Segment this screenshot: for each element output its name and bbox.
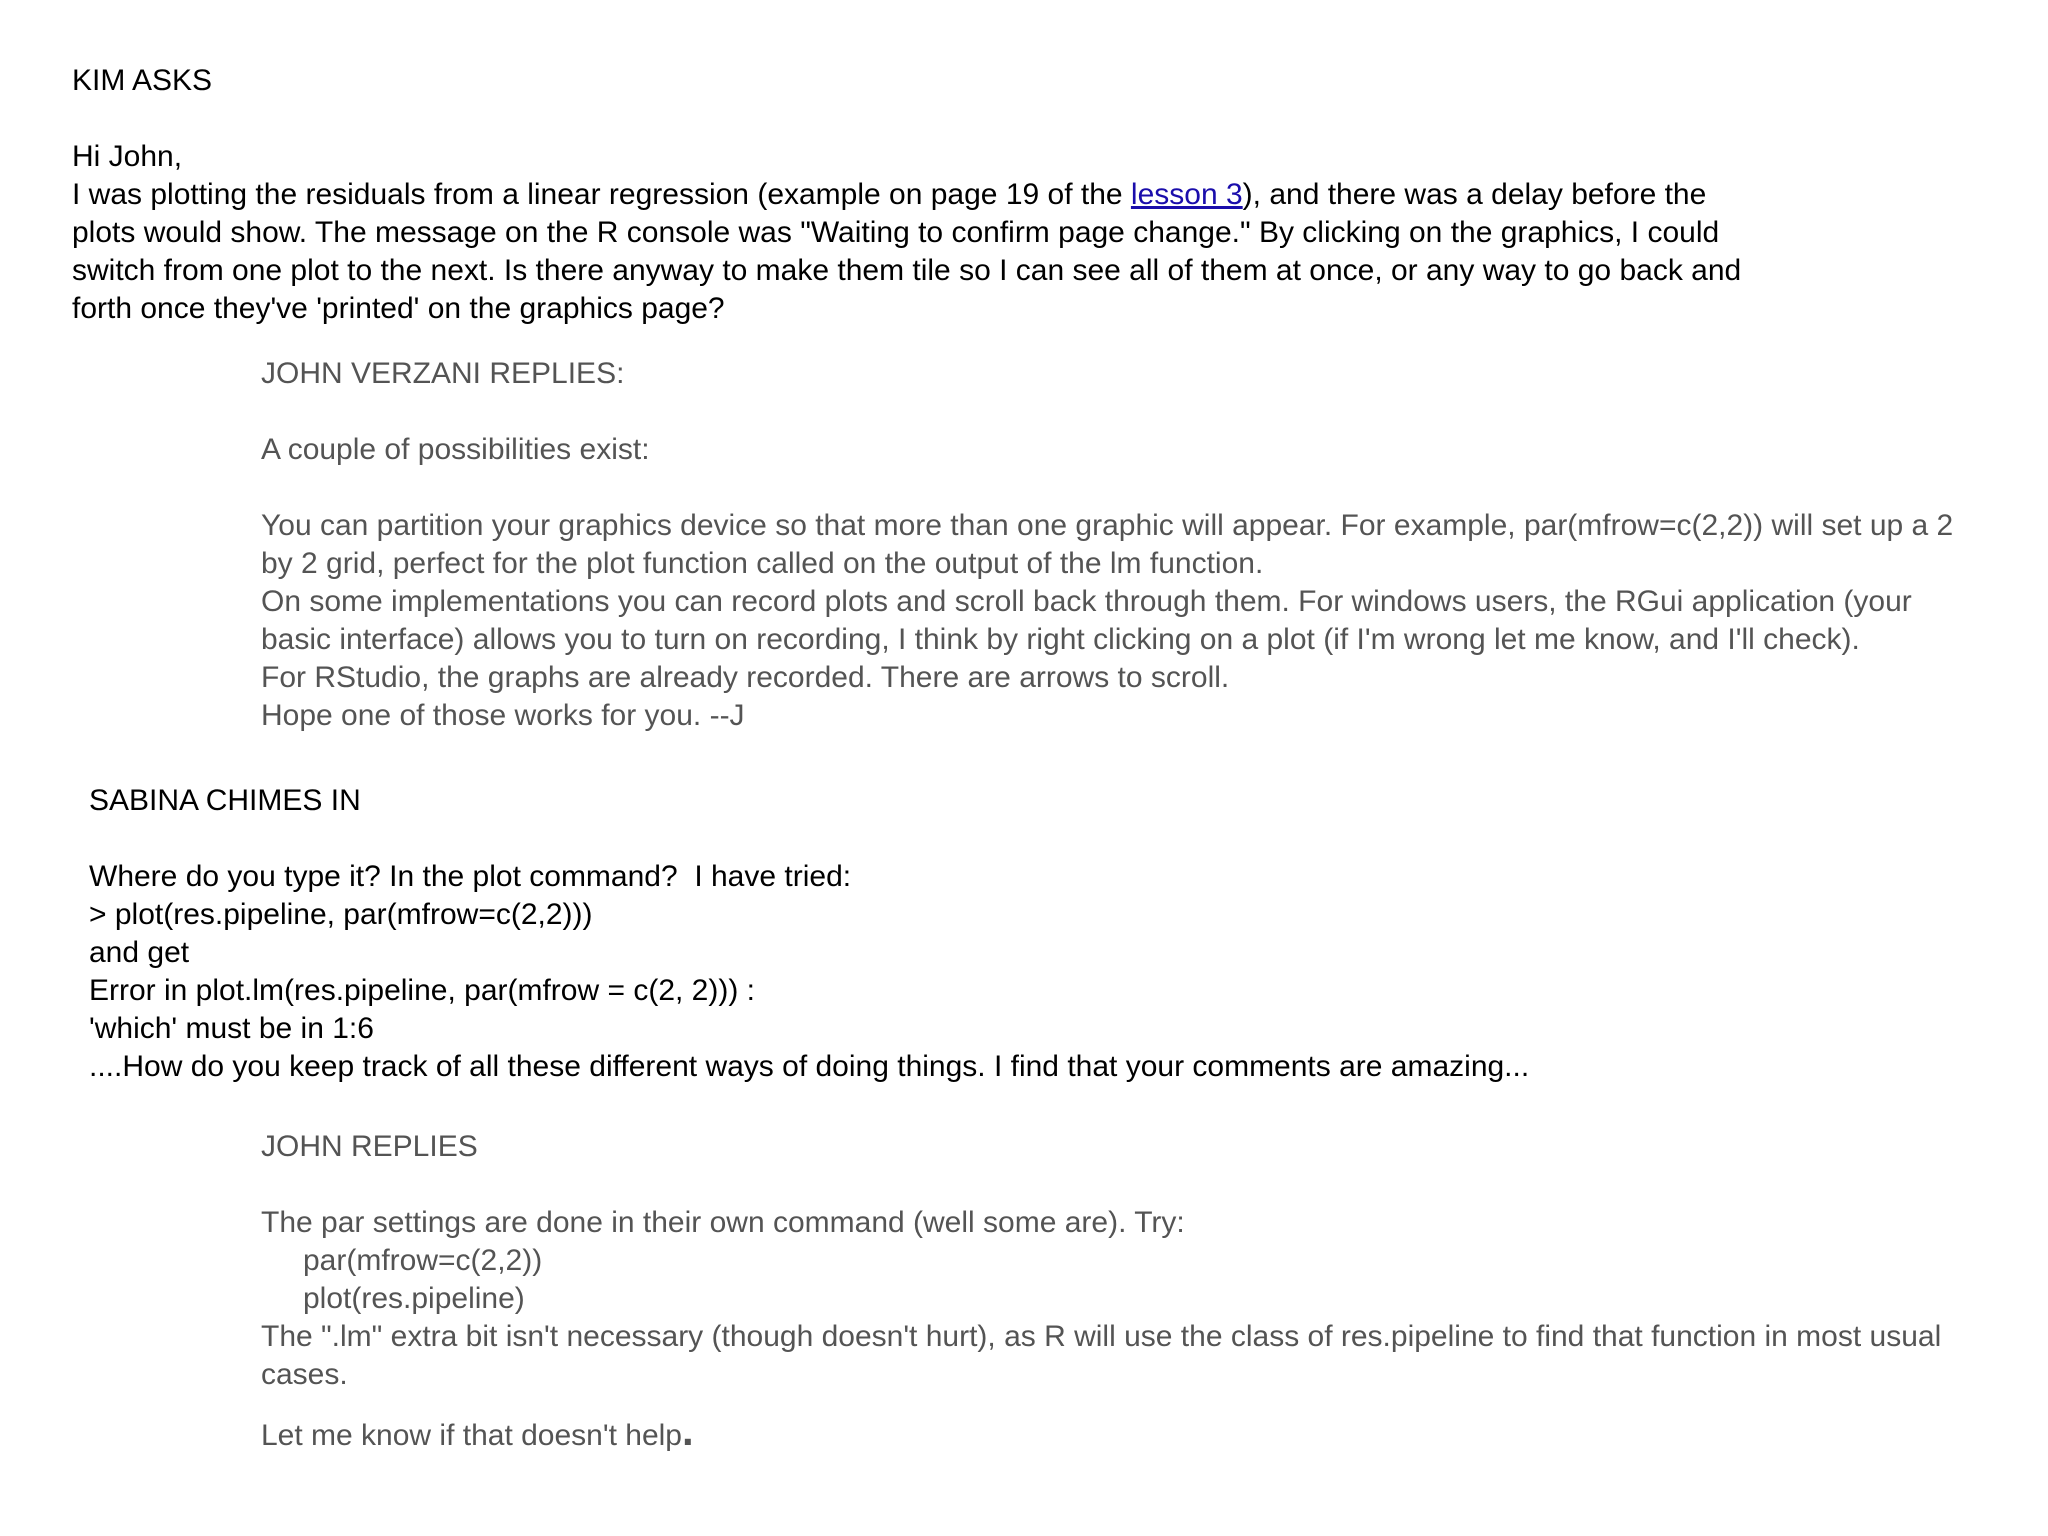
john-reply-2-line: cases. (261, 1358, 348, 1391)
spacer (261, 1166, 1941, 1204)
john-reply-1-line: For RStudio, the graphs are already recorded. There are arrows to scroll. (261, 661, 1230, 694)
john-reply-1-line: basic interface) allows you to turn on recording, I think by right clicking on a plot (if I'm wrong let me know, and I'll check). (261, 623, 1860, 656)
john-reply-1-intro: A couple of possibilities exist: (261, 433, 650, 466)
spacer (72, 100, 1741, 138)
john-reply-2-code: par(mfrow=c(2,2)) (303, 1244, 543, 1277)
kim-greeting: Hi John, (72, 140, 183, 173)
kim-heading: KIM ASKS (72, 64, 213, 97)
john-reply-1-line: On some implementations you can record plots and scroll back through them. For windows users, the RGui application (your (261, 585, 1912, 618)
john-reply-1-signoff: Hope one of those works for you. --J (261, 699, 745, 732)
sabina-code-line: > plot(res.pipeline, par(mfrow=c(2,2))) (89, 898, 593, 931)
john-reply-2-closing-period: . (681, 1407, 694, 1454)
spacer (261, 469, 1953, 507)
kim-line-1-text: I was plotting the residuals from a linear regression (example on page 19 of the (72, 178, 1131, 211)
kim-line-4: forth once they've 'printed' on the graphics page? (72, 292, 725, 325)
spacer (89, 820, 1529, 858)
sabina-error-line: Error in plot.lm(res.pipeline, par(mfrow = c(2, 2))) : (89, 974, 756, 1007)
kim-line-1-text-end: ), and there was a delay before the (1242, 178, 1707, 211)
sabina-line: Where do you type it? In the plot command? I have tried: (89, 860, 852, 893)
john-reply-1-line: by 2 grid, perfect for the plot function called on the output of the lm function. (261, 547, 1264, 580)
john-reply-2-heading: JOHN REPLIES (261, 1130, 478, 1163)
john-reply-2-line: The par settings are done in their own command (well some are). Try: (261, 1206, 1185, 1239)
sabina-line: ....How do you keep track of all these different ways of doing things. I find that your comments are amazing... (89, 1050, 1530, 1083)
john-reply-1-line: You can partition your graphics device so that more than one graphic will appear. For example, par(mfrow=c(2,2)) will set up a 2 (261, 509, 1954, 542)
john-reply-2-closing (261, 1407, 1941, 1455)
sabina-block (89, 782, 1529, 1086)
john-reply-2-line: The ".lm" extra bit isn't necessary (though doesn't hurt), as R will use the class of res.pipeline to find that function in most usual (261, 1320, 1942, 1353)
john-reply-2-code: plot(res.pipeline) (303, 1282, 525, 1315)
sabina-error-line: 'which' must be in 1:6 (89, 1012, 374, 1045)
kim-line-3: switch from one plot to the next. Is there anyway to make them tile so I can see all of them at once, or any way to go back and (72, 254, 1742, 287)
kim-line-2: plots would show. The message on the R console was "Waiting to confirm page change." By clicking on the graphics, I could (72, 216, 1720, 249)
john-reply-2-block (261, 1128, 1941, 1455)
sabina-heading: SABINA CHIMES IN (89, 784, 361, 817)
kim-question-block (72, 62, 1741, 328)
spacer (261, 393, 1953, 431)
lesson-3-link[interactable]: lesson 3 (1130, 178, 1243, 211)
john-reply-1-heading: JOHN VERZANI REPLIES: (261, 357, 625, 390)
john-reply-2-closing-text: Let me know if that doesn't help (261, 1419, 682, 1452)
sabina-line: and get (89, 936, 190, 969)
john-reply-1-block (261, 355, 1953, 735)
kim-line-1 (72, 176, 1741, 214)
